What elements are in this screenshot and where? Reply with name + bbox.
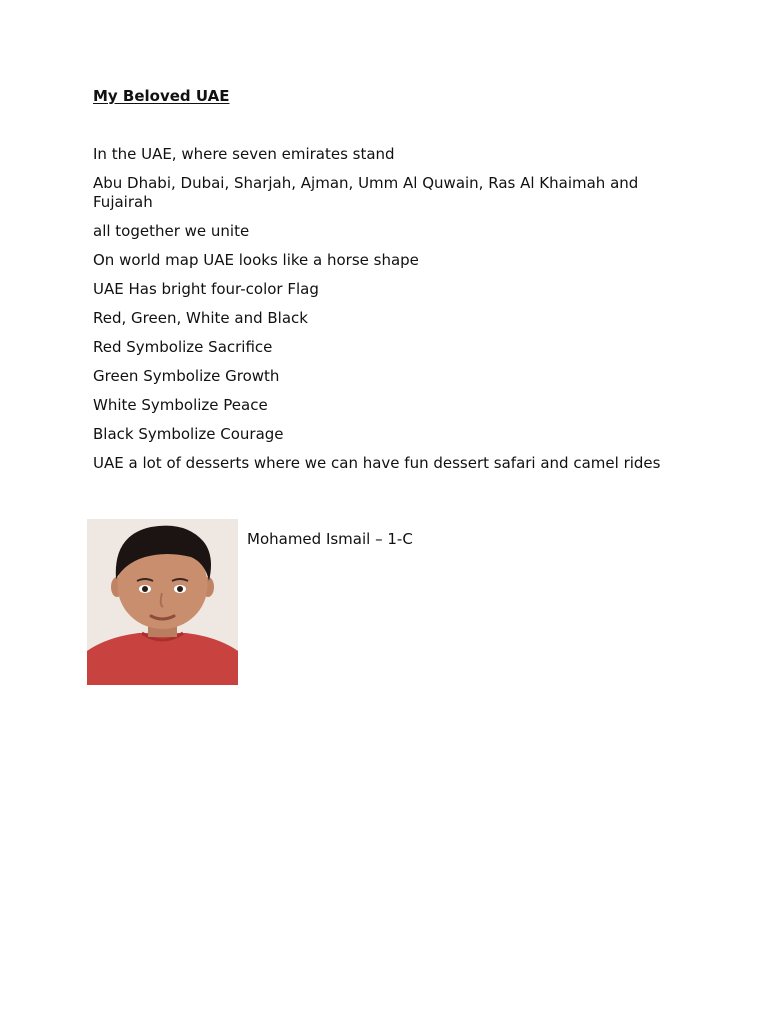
poem-line: all together we unite — [93, 222, 250, 240]
poem-line: Red Symbolize Sacrifice — [93, 338, 273, 356]
poem-line: UAE Has bright four-color Flag — [93, 280, 319, 298]
poem-line: White Symbolize Peace — [93, 396, 268, 414]
author-signature: Mohamed Ismail – 1-C — [247, 530, 413, 548]
poem-line: In the UAE, where seven emirates stand — [93, 145, 395, 163]
poem-line: Abu Dhabi, Dubai, Sharjah, Ajman, Umm Al Quwain, Ras Al Khaimah and Fujairah — [93, 174, 639, 211]
poem-line: UAE a lot of desserts where we can have fun dessert safari and camel rides — [93, 454, 661, 472]
poem-line: On world map UAE looks like a horse shape — [93, 251, 419, 269]
poem-body — [93, 145, 683, 483]
poem-line: Green Symbolize Growth — [93, 367, 280, 385]
document-title: My Beloved UAE — [93, 87, 230, 105]
student-portrait-photo — [87, 519, 238, 685]
poem-line: Black Symbolize Courage — [93, 425, 284, 443]
poem-line: Red, Green, White and Black — [93, 309, 308, 327]
